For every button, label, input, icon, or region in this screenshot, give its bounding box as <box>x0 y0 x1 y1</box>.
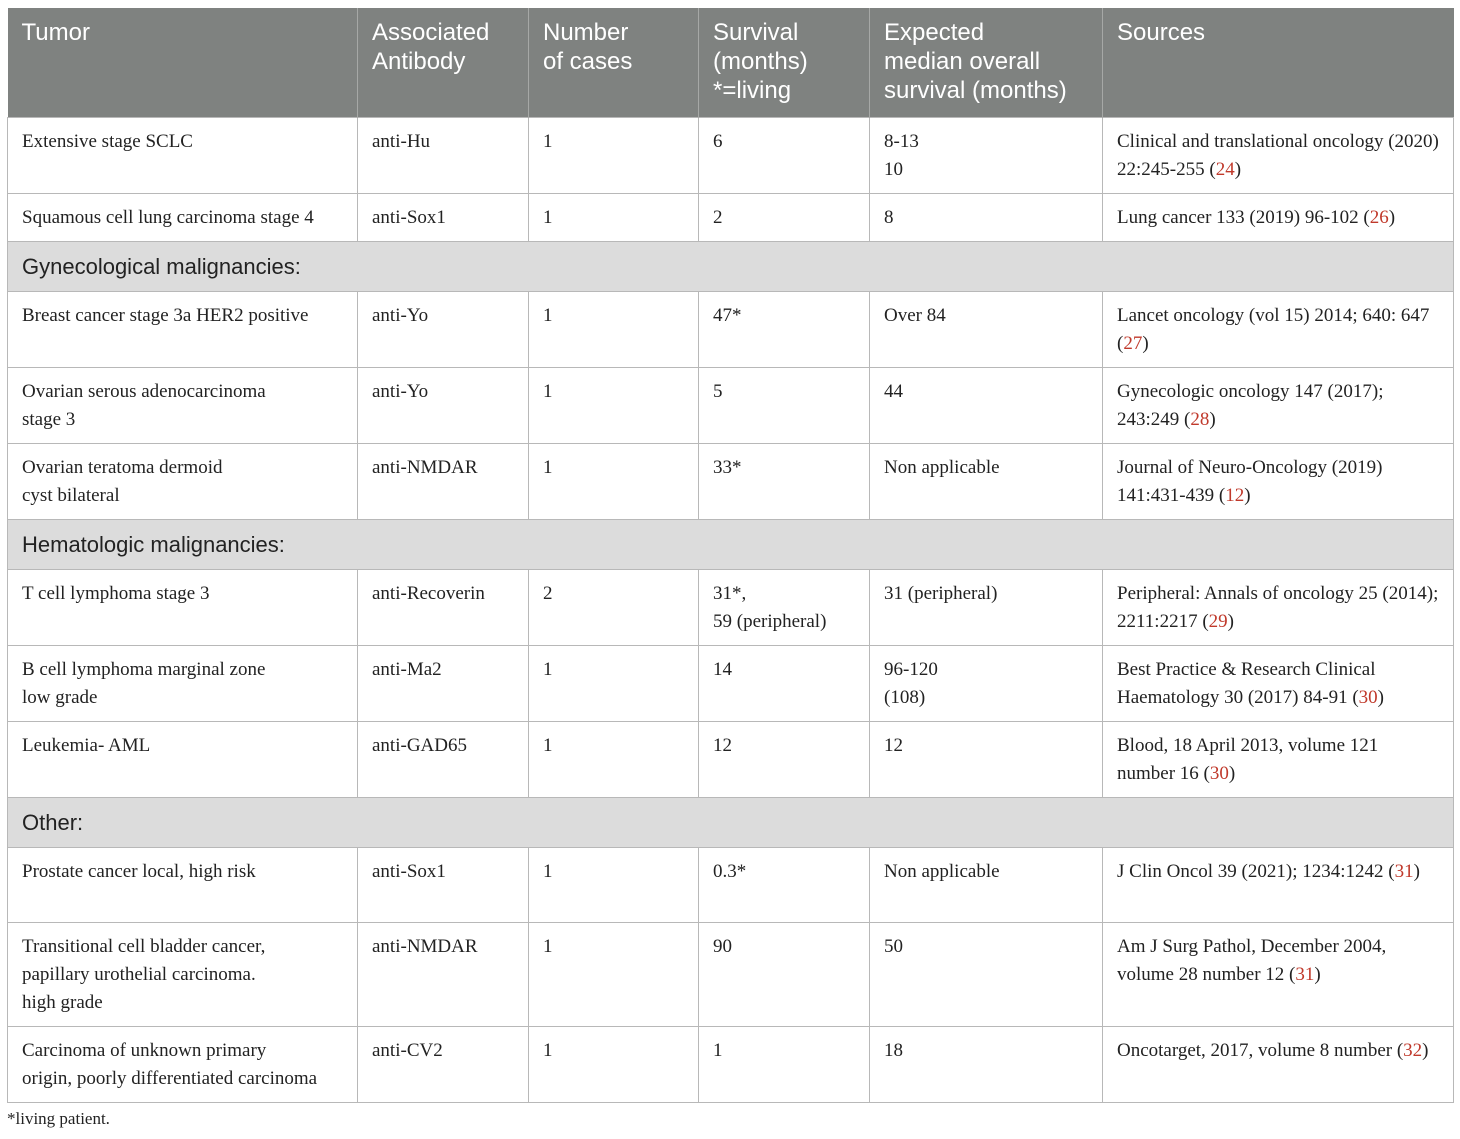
source-text: Clinical and translational oncology (2020) 22:245-255 ( <box>1117 131 1439 180</box>
source-text: Blood, 18 April 2013, volume 121 number 16 ( <box>1117 735 1379 784</box>
cell-tumor <box>8 722 358 798</box>
header-line: Survival <box>713 19 799 46</box>
cell-antibody: anti-Recoverin <box>358 570 529 646</box>
cell-source <box>1103 646 1454 722</box>
survival-line: 6 <box>713 131 723 152</box>
source-text-end: ) <box>1228 763 1236 784</box>
table-row <box>8 923 1454 1027</box>
survival-line: 12 <box>713 735 732 756</box>
header-line: Antibody <box>372 48 466 75</box>
section-label: Other: <box>8 798 1454 848</box>
cell-source <box>1103 1027 1454 1103</box>
tumor-line: stage 3 <box>22 409 76 430</box>
reference-link[interactable]: 12 <box>1225 485 1245 506</box>
cell-expected <box>870 1027 1103 1103</box>
cell-survival <box>699 722 870 798</box>
survival-line: 5 <box>713 381 723 402</box>
cell-antibody: anti-Sox1 <box>358 848 529 923</box>
cell-source <box>1103 570 1454 646</box>
cell-antibody: anti-Ma2 <box>358 646 529 722</box>
expected-line: Non applicable <box>884 457 1000 478</box>
cell-cases: 1 <box>529 722 699 798</box>
cell-survival <box>699 368 870 444</box>
source-text-end: ) <box>1314 964 1321 985</box>
cell-tumor <box>8 923 358 1027</box>
table-row <box>8 722 1454 798</box>
cell-source <box>1103 292 1454 368</box>
cell-expected <box>870 444 1103 520</box>
tumor-line: Ovarian teratoma dermoid <box>22 457 223 478</box>
header-line: (months) <box>713 48 808 75</box>
cell-tumor <box>8 646 358 722</box>
cell-antibody: anti-Sox1 <box>358 194 529 242</box>
cell-expected <box>870 722 1103 798</box>
table-row <box>8 570 1454 646</box>
column-header-cases <box>529 8 699 118</box>
column-header-tumor <box>8 8 358 118</box>
expected-line: 50 <box>884 936 903 957</box>
survival-line: 33* <box>713 457 742 478</box>
tumor-line: Prostate cancer local, high risk <box>22 861 256 882</box>
cell-source <box>1103 444 1454 520</box>
cell-cases: 1 <box>529 194 699 242</box>
expected-line: 31 (peripheral) <box>884 583 998 604</box>
source-text: J Clin Oncol 39 (2021); 1234:1242 ( <box>1117 861 1395 882</box>
source-text: Gynecologic oncology 147 (2017); 243:249 ( <box>1117 381 1384 430</box>
footnote: *living patient. <box>7 1109 110 1128</box>
cell-tumor <box>8 292 358 368</box>
cell-expected <box>870 118 1103 194</box>
reference-link[interactable]: 28 <box>1190 409 1210 430</box>
tumor-line: Carcinoma of unknown primary <box>22 1040 267 1061</box>
cell-cases: 1 <box>529 848 699 923</box>
cell-cases: 1 <box>529 646 699 722</box>
column-header-antibody <box>358 8 529 118</box>
section-label: Gynecological malignancies: <box>8 242 1454 292</box>
section-row <box>8 520 1454 570</box>
section-label: Hematologic malignancies: <box>8 520 1454 570</box>
source-text-end: ) <box>1227 611 1234 632</box>
cell-expected <box>870 368 1103 444</box>
reference-link[interactable]: 31 <box>1394 861 1414 882</box>
table-row <box>8 368 1454 444</box>
cell-survival <box>699 570 870 646</box>
table-row <box>8 444 1454 520</box>
cell-expected <box>870 194 1103 242</box>
reference-link[interactable]: 30 <box>1358 687 1378 708</box>
cell-survival <box>699 292 870 368</box>
cell-survival <box>699 194 870 242</box>
reference-link[interactable]: 27 <box>1123 333 1143 354</box>
cell-tumor <box>8 1027 358 1103</box>
column-header-survival <box>699 8 870 118</box>
header-line: Associated <box>372 19 490 46</box>
section-row <box>8 242 1454 292</box>
header-row <box>8 8 1454 118</box>
cell-tumor <box>8 118 358 194</box>
tumor-line: papillary urothelial carcinoma. <box>22 964 256 985</box>
table-container <box>7 8 1453 1103</box>
expected-line: 8 <box>884 207 894 228</box>
cell-survival <box>699 118 870 194</box>
cell-antibody: anti-NMDAR <box>358 444 529 520</box>
tumor-line: B cell lymphoma marginal zone <box>22 659 266 680</box>
source-text: Lung cancer 133 (2019) 96-102 ( <box>1117 207 1370 228</box>
cell-source <box>1103 923 1454 1027</box>
header-line: median overall <box>884 48 1041 75</box>
source-text-end: ) <box>1209 409 1216 430</box>
cell-source <box>1103 118 1454 194</box>
source-text-end: ) <box>1244 485 1251 506</box>
survival-line: 2 <box>713 207 723 228</box>
table-row <box>8 1027 1454 1103</box>
table-row <box>8 194 1454 242</box>
header-line: Tumor <box>21 19 90 46</box>
source-text: Journal of Neuro-Oncology (2019) 141:431-439 ( <box>1117 457 1383 506</box>
table-row <box>8 646 1454 722</box>
source-text-end: ) <box>1142 333 1149 354</box>
cell-survival <box>699 923 870 1027</box>
reference-link[interactable]: 31 <box>1295 964 1315 985</box>
header-line: *=living <box>713 77 792 104</box>
source-text-end: ) <box>1388 207 1396 228</box>
header-line: Number <box>543 19 629 46</box>
cell-survival <box>699 646 870 722</box>
reference-link[interactable]: 29 <box>1208 611 1228 632</box>
tumor-line: cyst bilateral <box>22 485 120 506</box>
cell-tumor <box>8 444 358 520</box>
cell-antibody: anti-GAD65 <box>358 722 529 798</box>
tumor-line: Leukemia- AML <box>22 735 151 756</box>
tumor-line: Squamous cell lung carcinoma stage 4 <box>22 207 314 228</box>
cell-tumor <box>8 848 358 923</box>
reference-link[interactable]: 30 <box>1209 763 1229 784</box>
cell-expected <box>870 923 1103 1027</box>
cell-source <box>1103 194 1454 242</box>
expected-line: 44 <box>884 381 903 402</box>
cell-antibody: anti-NMDAR <box>358 923 529 1027</box>
cell-cases: 2 <box>529 570 699 646</box>
cell-source <box>1103 722 1454 798</box>
table-row <box>8 118 1454 194</box>
reference-link[interactable]: 24 <box>1215 159 1235 180</box>
header-line: Sources <box>1117 19 1206 46</box>
cell-cases: 1 <box>529 1027 699 1103</box>
expected-line: 12 <box>884 735 903 756</box>
survival-line: 47* <box>713 305 742 326</box>
source-text: Peripheral: Annals of oncology 25 (2014); 2211:2217 ( <box>1117 583 1439 632</box>
header-line: of cases <box>543 48 633 75</box>
cell-survival <box>699 444 870 520</box>
cell-expected <box>870 292 1103 368</box>
table-row <box>8 292 1454 368</box>
cell-antibody: anti-Yo <box>358 292 529 368</box>
cell-cases: 1 <box>529 368 699 444</box>
column-header-sources <box>1103 8 1454 118</box>
cell-tumor <box>8 368 358 444</box>
tumor-line: low grade <box>22 687 98 708</box>
tumor-line: Ovarian serous adenocarcinoma <box>22 381 266 402</box>
survival-line: 0.3* <box>713 861 747 882</box>
source-text-end: ) <box>1234 159 1242 180</box>
expected-line: 8-13 <box>884 131 919 152</box>
cell-source <box>1103 848 1454 923</box>
cell-cases: 1 <box>529 292 699 368</box>
cell-tumor <box>8 570 358 646</box>
source-text-end: ) <box>1422 1040 1429 1061</box>
tumor-line: Breast cancer stage 3a HER2 positive <box>22 305 309 326</box>
source-text-end: ) <box>1413 861 1420 882</box>
cell-expected <box>870 570 1103 646</box>
tumor-line: T cell lymphoma stage 3 <box>22 583 210 604</box>
expected-line: Over 84 <box>884 305 946 326</box>
cell-cases: 1 <box>529 444 699 520</box>
reference-link[interactable]: 26 <box>1369 207 1389 228</box>
cell-expected <box>870 646 1103 722</box>
table-body <box>8 118 1454 1103</box>
source-text: Oncotarget, 2017, volume 8 number ( <box>1117 1040 1404 1061</box>
expected-line: 10 <box>884 159 903 180</box>
survival-line: 90 <box>713 936 732 957</box>
header-line: survival (months) <box>884 77 1067 104</box>
cell-antibody: anti-CV2 <box>358 1027 529 1103</box>
expected-line: 18 <box>884 1040 903 1061</box>
cell-antibody: anti-Yo <box>358 368 529 444</box>
cell-survival <box>699 848 870 923</box>
survival-line: 14 <box>713 659 732 680</box>
table-row <box>8 848 1454 923</box>
survival-table <box>7 8 1454 1103</box>
tumor-line: Transitional cell bladder cancer, <box>22 936 266 957</box>
expected-line: (108) <box>884 687 926 708</box>
reference-link[interactable]: 32 <box>1403 1040 1423 1061</box>
tumor-line: origin, poorly differentiated carcinoma <box>22 1068 318 1089</box>
cell-source <box>1103 368 1454 444</box>
column-header-expected <box>870 8 1103 118</box>
source-text: Best Practice & Research Clinical Haematology 30 (2017) 84-91 ( <box>1117 659 1376 708</box>
source-text-end: ) <box>1377 687 1384 708</box>
source-text: Am J Surg Pathol, December 2004, volume 28 number 12 ( <box>1117 936 1387 985</box>
survival-line: 1 <box>713 1040 723 1061</box>
section-row <box>8 798 1454 848</box>
survival-line: 31*, <box>713 583 747 604</box>
source-text: Lancet oncology (vol 15) 2014; 640: 647 ( <box>1117 305 1430 354</box>
expected-line: 96-120 <box>884 659 938 680</box>
survival-line: 59 (peripheral) <box>713 611 827 632</box>
cell-cases: 1 <box>529 118 699 194</box>
tumor-line: high grade <box>22 992 103 1013</box>
cell-survival <box>699 1027 870 1103</box>
expected-line: Non applicable <box>884 861 1000 882</box>
cell-cases: 1 <box>529 923 699 1027</box>
cell-tumor <box>8 194 358 242</box>
cell-antibody: anti-Hu <box>358 118 529 194</box>
header-line: Expected <box>884 19 985 46</box>
cell-expected <box>870 848 1103 923</box>
tumor-line: Extensive stage SCLC <box>22 131 193 152</box>
